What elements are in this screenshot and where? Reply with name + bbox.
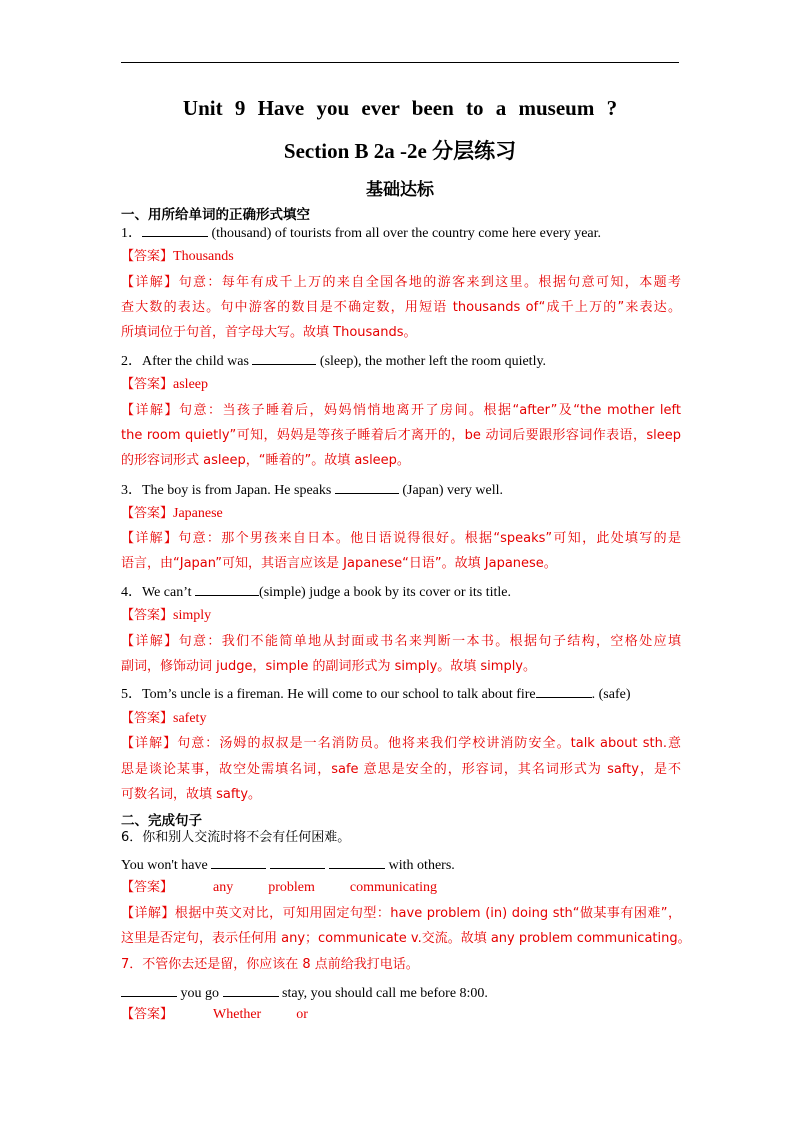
question-3 (121, 479, 681, 500)
explain-1-line-2: 查大数的表达。句中游客的数目是不确定数，用短语 thousands of“成千上万的”来表达。 (121, 300, 681, 315)
answer-text: Thousands (173, 249, 234, 264)
question-text-after: (thousand) of tourists from all over the country come here every year. (208, 226, 602, 241)
explain-5-line-1: 【详解】句意：汤姆的叔叔是一名消防员。他将来我们学校讲消防安全。talk about sth.意 (121, 736, 682, 751)
answer-label: 【答案】 (121, 506, 174, 521)
question-text-after: (sleep), the mother left the room quietly. (316, 354, 547, 369)
question-text-before: You won't have (121, 858, 212, 873)
answer-blank (329, 854, 385, 869)
answer-word: communicating (349, 880, 437, 895)
part2-heading: 二、完成句子 (121, 813, 202, 829)
question-2 (121, 350, 681, 371)
section-title: Section B 2a -2e 分层练习 (283, 139, 517, 163)
explain-5-line-3: 可数名词，故填 safty。 (121, 787, 262, 802)
answer-blank (142, 222, 208, 237)
answer-blank (121, 982, 177, 997)
question-text-after: . (safe) (591, 687, 631, 702)
answer-word: Whether (213, 1007, 262, 1022)
explain-5-line-2: 思是谈论某事，故空处需填名词，safe 意思是安全的，形容词，其名词形式为 safty，是不 (121, 762, 681, 777)
explain-1-line-1: 【详解】句意：每年有成千上万的来自全国各地的游客来到这里。根据句意可知，本题考 (121, 275, 681, 290)
question-number: 3． (121, 483, 142, 498)
answer-blank (536, 683, 592, 698)
question-7-cn: 7．不管你去还是留，你应该在 8 点前给我打电话。 (121, 957, 419, 972)
question-text-before: The boy is from Japan. He speaks (142, 483, 335, 498)
answer-text: safety (173, 711, 207, 726)
question-number: 4． (121, 585, 142, 600)
question-1 (121, 222, 681, 243)
question-text-after: (Japan) very well. (398, 483, 504, 498)
answer-4 (121, 607, 681, 625)
explain-3-line-2: 语言，由“Japan”可知，其语言应该是 Japanese“日语”。故填 Japanese。 (121, 556, 557, 571)
explain-4-line-1: 【详解】句意：我们不能简单地从封面或书名来判断一本书。根据句子结构，空格处应填 (121, 634, 681, 649)
explain-3-line-1: 【详解】句意：那个男孩来自日本。他日语说得很好。根据“speaks”可知，此处填写的是 (121, 531, 681, 546)
answer-label: 【答案】 (121, 711, 174, 726)
question-text-after: (simple) judge a book by its cover or its title. (259, 585, 511, 600)
explain-6-line-1: 【详解】根据中英文对比，可知用固定句型：have problem (in) doing sth“做某事有困难”， (121, 906, 681, 921)
explain-2-line-3: 的形容词形式 asleep，“睡着的”。故填 asleep。 (121, 453, 410, 468)
question-6-en (121, 854, 681, 875)
question-text-after: stay, you should call me before 8:00. (278, 986, 488, 1001)
answer-label: 【答案】 (121, 249, 174, 264)
question-text-before: Tom’s uncle is a fireman. He will come to our school to talk about fire (142, 687, 536, 702)
answer-5 (121, 710, 681, 728)
question-4 (121, 581, 681, 602)
answer-label: 【答案】 (121, 1007, 174, 1022)
answer-1 (121, 248, 681, 266)
question-number: 2． (121, 354, 142, 369)
answer-3 (121, 505, 681, 523)
question-7-en (121, 982, 681, 1003)
answer-blank (211, 854, 266, 869)
question-6-cn: 6．你和别人交流时将不会有任何困难。 (121, 830, 351, 845)
question-text-mid: you go (177, 986, 223, 1001)
explain-6-line-2: 这里是否定句，表示任何用 any；communicate v.交流。故填 any problem communicating。 (121, 931, 691, 946)
answer-label: 【答案】 (121, 608, 174, 623)
page-title: Unit 9 Have you ever been to a museum ? (182, 96, 618, 120)
answer-6 (121, 879, 681, 897)
answer-2 (121, 376, 681, 394)
part1-heading: 一、用所给单词的正确形式填空 (121, 207, 310, 223)
level-title: 基础达标 (366, 180, 434, 200)
header-rule (121, 62, 679, 63)
explain-2-line-1: 【详解】句意：当孩子睡着后，妈妈悄悄地离开了房间。根据“after”及“the mother left (121, 403, 681, 418)
answer-blank (252, 350, 316, 365)
explain-1-line-3: 所填词位于句首，首字母大写。故填 Thousands。 (121, 325, 417, 340)
answer-text: simply (173, 608, 212, 623)
answer-word: or (296, 1007, 308, 1022)
question-text-after: with others. (385, 858, 455, 873)
question-5 (121, 683, 681, 704)
question-number: 1． (121, 226, 142, 241)
answer-7 (121, 1006, 681, 1024)
answer-blank (270, 854, 325, 869)
answer-text: asleep (173, 377, 208, 392)
question-text-before: After the child was (142, 354, 253, 369)
explain-4-line-2: 副词，修饰动词 judge，simple 的副词形式为 simply。故填 simply。 (121, 659, 537, 674)
answer-label: 【答案】 (121, 880, 174, 895)
answer-blank (195, 581, 259, 596)
question-number: 5． (121, 687, 142, 702)
answer-label: 【答案】 (121, 377, 174, 392)
answer-text: Japanese (173, 506, 223, 521)
answer-blank (223, 982, 279, 997)
question-text-before: We can’t (142, 585, 196, 600)
explain-2-line-2: the room quietly”可知，妈妈是等孩子睡着后才离开的，be 动词后要跟形容词作表语，sleep (121, 428, 681, 443)
answer-word: any (213, 880, 234, 895)
answer-blank (335, 479, 399, 494)
answer-word: problem (268, 880, 315, 895)
